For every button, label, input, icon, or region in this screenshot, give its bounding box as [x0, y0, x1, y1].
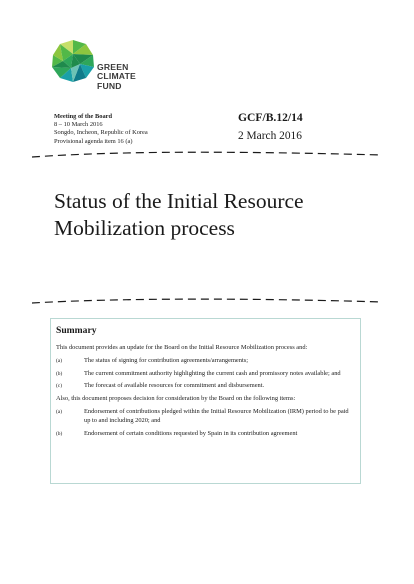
item-text: Endorsement of certain conditions requested by Spain in its contribution agreement: [84, 429, 298, 437]
globe-icon: [50, 38, 96, 84]
logo-line: FUND: [97, 80, 122, 91]
list-item: [56, 357, 354, 366]
title-line: Mobilization process: [54, 216, 235, 240]
gcf-logo: [50, 38, 160, 98]
document-date: 2 March 2016: [238, 130, 302, 142]
item-label: (c): [56, 383, 62, 390]
item-label: (b): [56, 370, 63, 377]
summary-box: [50, 318, 361, 484]
list-item: [56, 370, 354, 379]
decision-item: [56, 430, 354, 439]
document-info: [238, 111, 303, 143]
item-label: (a): [56, 357, 62, 364]
summary-intro: This document provides an update for the Board on the Initial Resource Mobilization process and:: [56, 344, 308, 351]
page-title: [54, 188, 374, 242]
decision-item: [56, 408, 354, 426]
item-text: The current commitment authority highlighting the current cash and promissory notes available; and: [84, 369, 341, 377]
logo-line: CLIMATE: [97, 71, 136, 82]
item-label: (a): [56, 408, 62, 415]
document-number: GCF/B.12/14: [238, 111, 303, 124]
item-text: Endorsement of contributions pledged within the Initial Resource Mobilization (IRM) period to be paid up to and including 2020; and: [84, 407, 349, 424]
top-divider: [30, 150, 385, 160]
decision-intro: Also, this document proposes decision for consideration by the Board on the following items:: [56, 395, 296, 403]
meeting-info: [54, 113, 148, 146]
bottom-divider: [30, 297, 385, 307]
list-item: [56, 382, 354, 391]
meeting-title: Meeting of the Board: [54, 113, 113, 120]
item-text: The forecast of available resources for commitment and disbursement.: [84, 382, 265, 390]
title-line: Status of the Initial Resource: [54, 189, 304, 213]
summary-heading: Summary: [56, 325, 97, 336]
meeting-dates: 8 – 10 March 2016: [54, 121, 103, 129]
logo-wordmark: [97, 63, 136, 91]
item-label: (b): [56, 430, 63, 437]
item-text: The status of signing for contribution agreements/arrangements;: [84, 356, 248, 364]
meeting-location: Songdo, Incheon, Republic of Korea: [54, 129, 148, 137]
agenda-item: Provisional agenda item 16 (a): [54, 137, 133, 145]
logo-line: GREEN: [97, 62, 129, 72]
